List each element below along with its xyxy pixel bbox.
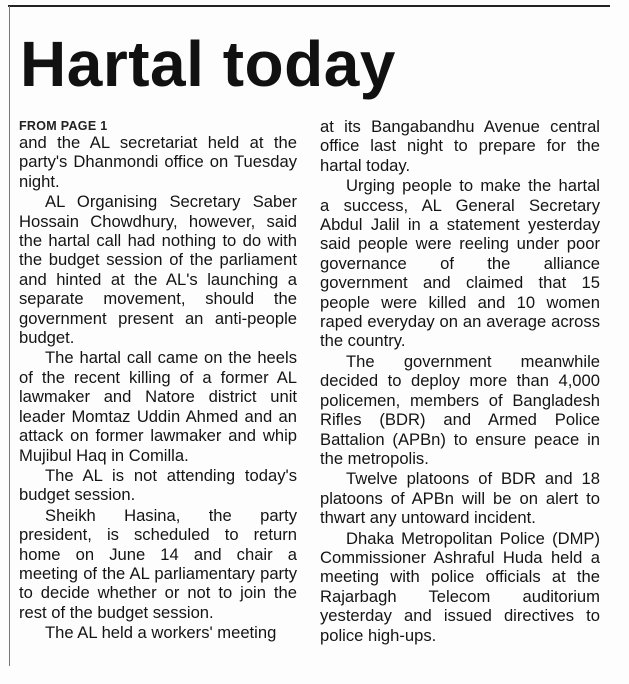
article-column-right (320, 117, 600, 646)
article-column-left (19, 116, 297, 644)
paragraph: The AL held a workers' meeting (45, 623, 277, 643)
paragraph: The AL is not attending today's budget session. (19, 465, 297, 505)
paragraph: Dhaka Metropolitan Police (DMP) Commissioner Ashraful Huda held a meeting with police officials at the Rajarbagh Telecom auditorium yesterday and issued directives to police high-ups. (320, 528, 600, 645)
paragraph: at its Bangabandhu Avenue central office last night to prepare for the hartal today. (320, 117, 600, 175)
paragraph: AL Organising Secretary Saber Hossain Chowdhury, however, said the hartal call had nothing to do with the budget session of the parliament and hinted at the AL's launching a separate movement, should the government present an anti-people budget. (19, 192, 297, 348)
headline: Hartal today (20, 28, 396, 100)
paragraph: Urging people to make the hartal a success, AL General Secretary Abdul Jalil in a statement yesterday said people were reeling under poor governance of the alliance government and claimed that 15 people were killed and 10 women raped everyday on an average across the country. (320, 176, 600, 351)
top-rule (8, 5, 610, 7)
paragraph: Sheikh Hasina, the party president, is scheduled to return home on June 14 and chair a meeting of the AL parliamentary party to decide whether or not to join the rest of the budget session. (19, 505, 297, 622)
left-rule (9, 6, 10, 666)
paragraph: and the AL secretariat held at the party's Dhanmondi office on Tuesday night. (19, 133, 297, 191)
paragraph: Twelve platoons of BDR and 18 platoons of APBn will be on alert to thwart any untoward incident. (320, 469, 600, 528)
paragraph: The government meanwhile decided to deploy more than 4,000 policemen, members of Bangladesh Rifles (BDR) and Armed Police Battalion (APBn) to ensure peace in the metropolis. (320, 351, 600, 468)
paragraph: The hartal call came on the heels of the recent killing of a former AL lawmaker and Natore district unit leader Momtaz Uddin Ahmed and an attack on former lawmaker and whip Mujibul Haq in Comilla. (19, 348, 297, 465)
continuation-label: FROM PAGE 1 (19, 119, 108, 133)
